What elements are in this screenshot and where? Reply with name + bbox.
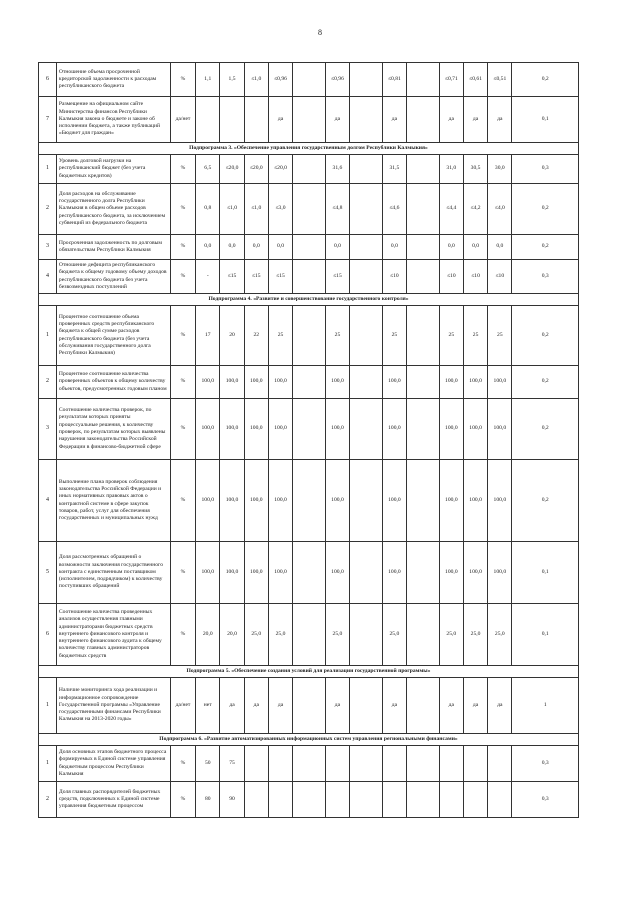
value-cell [407, 97, 440, 143]
value-cell: 0,0 [439, 235, 463, 260]
value-cell: 30,5 [463, 155, 487, 184]
value-cell: 20,0 [220, 604, 244, 666]
value-cell [407, 155, 440, 184]
value-cell [268, 782, 292, 818]
weight-cell: 0,2 [512, 399, 579, 460]
unit-cell: % [170, 306, 195, 366]
value-cell [244, 782, 268, 818]
indicator-name: Просроченная задолженность по долговым обязательствам Республики Калмыкия [56, 235, 170, 260]
weight-cell: 1 [512, 678, 579, 734]
value-cell: ≤10 [488, 260, 512, 294]
value-cell: 0,0 [488, 235, 512, 260]
value-cell [293, 184, 326, 235]
value-cell [293, 235, 326, 260]
value-cell [293, 542, 326, 604]
value-cell: 25,0 [439, 604, 463, 666]
weight-cell: 0,2 [512, 306, 579, 366]
value-cell: 100,0 [196, 460, 220, 542]
unit-cell: % [170, 184, 195, 235]
value-cell [293, 306, 326, 366]
value-cell [439, 782, 463, 818]
indicator-name: Уровень долговой нагрузки на республиканский бюджет (без учета бюджетных кредитов) [56, 155, 170, 184]
weight-cell: 0,2 [512, 63, 579, 97]
value-cell [463, 746, 487, 782]
value-cell: ≤10 [463, 260, 487, 294]
value-cell: ≤15 [268, 260, 292, 294]
value-cell [325, 782, 349, 818]
value-cell: 0,0 [382, 235, 406, 260]
value-cell: 0,0 [463, 235, 487, 260]
weight-cell: 0,2 [512, 235, 579, 260]
table-row [39, 366, 579, 399]
unit-cell: % [170, 235, 195, 260]
value-cell: 100,0 [439, 399, 463, 460]
unit-cell: да/нет [170, 97, 195, 143]
value-cell: 100,0 [382, 366, 406, 399]
value-cell [350, 260, 383, 294]
indicator-name: Доля рассмотренных обращений о возможности заключения государственного контракта с единственным поставщиком (исполнителем, подрядчиком) к количеству поступивших обращений [56, 542, 170, 604]
value-cell: да [382, 97, 406, 143]
table-row [39, 63, 579, 97]
row-number: 4 [39, 260, 57, 294]
value-cell: 100,0 [325, 366, 349, 399]
value-cell [350, 366, 383, 399]
value-cell [407, 260, 440, 294]
row-number: 5 [39, 542, 57, 604]
value-cell [463, 782, 487, 818]
value-cell: ≤4,8 [325, 184, 349, 235]
value-cell: 100,0 [439, 460, 463, 542]
value-cell: 0,8 [196, 184, 220, 235]
value-cell: 100,0 [196, 399, 220, 460]
value-cell: да [268, 97, 292, 143]
value-cell: 0,0 [325, 235, 349, 260]
value-cell: 30,0 [488, 155, 512, 184]
table-row [39, 260, 579, 294]
weight-cell: 0,2 [512, 460, 579, 542]
indicator-name: Выполнение плана проверок соблюдения законодательства Российской Федерации и иных нормативных правовых актов о контрактной системе в сфере закупок товаров, работ, услуг для обеспечения государственных и муниципальных нужд [56, 460, 170, 542]
weight-cell: 0,1 [512, 604, 579, 666]
value-cell: 1,5 [220, 63, 244, 97]
subprogram-header [39, 666, 579, 678]
value-cell [350, 782, 383, 818]
value-cell [350, 63, 383, 97]
value-cell: да [325, 678, 349, 734]
value-cell [244, 746, 268, 782]
value-cell: 100,0 [439, 542, 463, 604]
indicator-name: Размещение на официальном сайте Министерства финансов Республики Калмыкия закона о бюджете и законе об исполнении бюджета, а также публикаций «Бюджет для граждан» [56, 97, 170, 143]
table-row [39, 782, 579, 818]
value-cell: да [488, 97, 512, 143]
value-cell: 0,0 [268, 235, 292, 260]
value-cell: 80 [196, 782, 220, 818]
table-row [39, 604, 579, 666]
value-cell: 100,0 [244, 399, 268, 460]
value-cell: 25 [439, 306, 463, 366]
row-number: 7 [39, 97, 57, 143]
value-cell [325, 746, 349, 782]
value-cell [350, 235, 383, 260]
value-cell: да [220, 678, 244, 734]
value-cell: ≤15 [220, 260, 244, 294]
subprogram-title: Подпрограмма 3. «Обеспечение управления государственным долгом Республики Калмыкия» [39, 143, 579, 155]
page-number: 8 [318, 28, 322, 37]
value-cell: 100,0 [325, 542, 349, 604]
value-cell [196, 97, 220, 143]
value-cell: 100,0 [220, 542, 244, 604]
indicator-name: Отношение объема просроченной кредиторской задолженности к расходам республиканского бюджета [56, 63, 170, 97]
value-cell: 25 [268, 306, 292, 366]
value-cell: 100,0 [244, 460, 268, 542]
value-cell [407, 366, 440, 399]
weight-cell: 0,3 [512, 746, 579, 782]
weight-cell: 0,3 [512, 155, 579, 184]
value-cell: ≤3,0 [268, 184, 292, 235]
row-number: 1 [39, 155, 57, 184]
value-cell [407, 678, 440, 734]
value-cell [407, 235, 440, 260]
value-cell: 100,0 [325, 460, 349, 542]
unit-cell: % [170, 604, 195, 666]
subprogram-title: Подпрограмма 5. «Обеспечение создания условий для реализации государственной программы» [39, 666, 579, 678]
row-number: 6 [39, 63, 57, 97]
value-cell [244, 97, 268, 143]
value-cell: 100,0 [488, 460, 512, 542]
table-row [39, 460, 579, 542]
weight-cell: 0,2 [512, 184, 579, 235]
subprogram-title: Подпрограмма 4. «Развитие и совершенствование государственного контроля» [39, 294, 579, 306]
table-row [39, 155, 579, 184]
value-cell [293, 678, 326, 734]
value-cell: 100,0 [488, 542, 512, 604]
value-cell: 100,0 [244, 542, 268, 604]
value-cell: 50 [196, 746, 220, 782]
value-cell: 100,0 [220, 399, 244, 460]
indicator-name: Доля главных распорядителей бюджетных средств, подключенных к Единой системе управления бюджетным процессом [56, 782, 170, 818]
value-cell: 20 [220, 306, 244, 366]
unit-cell: % [170, 366, 195, 399]
indicator-name: Процентное соотношение объема проверенных средств республиканского бюджета к общей сумме расходов республиканского бюджета (без учета обслуживания государственного долга Республики Калмыкия) [56, 306, 170, 366]
unit-cell: % [170, 746, 195, 782]
value-cell [439, 746, 463, 782]
value-cell: ≤0,51 [488, 63, 512, 97]
value-cell: 25 [325, 306, 349, 366]
row-number: 1 [39, 746, 57, 782]
value-cell [350, 155, 383, 184]
value-cell: да [439, 97, 463, 143]
table-row [39, 399, 579, 460]
row-number: 3 [39, 235, 57, 260]
table-row [39, 746, 579, 782]
row-number: 2 [39, 184, 57, 235]
unit-cell: % [170, 63, 195, 97]
value-cell [350, 604, 383, 666]
value-cell: да [268, 678, 292, 734]
value-cell [488, 746, 512, 782]
value-cell: ≤0,81 [382, 63, 406, 97]
value-cell [350, 542, 383, 604]
value-cell: 6,5 [196, 155, 220, 184]
value-cell [293, 155, 326, 184]
value-cell: 17 [196, 306, 220, 366]
indicator-name: Соотношение количества проведенных анализов осуществления главными администраторами бюджетных средств внутреннего финансового контроля и внутреннего финансового аудита к общему количеству главных администраторов бюджетных средств [56, 604, 170, 666]
value-cell: 25 [488, 306, 512, 366]
unit-cell: да/нет [170, 678, 195, 734]
value-cell: 100,0 [325, 399, 349, 460]
value-cell: да [488, 678, 512, 734]
value-cell [293, 782, 326, 818]
value-cell [350, 746, 383, 782]
value-cell: ≤0,96 [325, 63, 349, 97]
indicator-name: Отношение дефицита республиканского бюджета к общему годовому объему доходов республиканского бюджета без учета безвозмездных поступлений [56, 260, 170, 294]
value-cell: 25 [382, 306, 406, 366]
value-cell: 25,0 [325, 604, 349, 666]
value-cell: 100,0 [268, 399, 292, 460]
value-cell: 100,0 [463, 399, 487, 460]
value-cell: 90 [220, 782, 244, 818]
weight-cell: 0,1 [512, 542, 579, 604]
value-cell: 0,0 [220, 235, 244, 260]
value-cell: 100,0 [488, 399, 512, 460]
table-row [39, 235, 579, 260]
value-cell: ≤10 [439, 260, 463, 294]
value-cell [220, 97, 244, 143]
value-cell [293, 366, 326, 399]
value-cell: ≤1,0 [220, 184, 244, 235]
row-number: 2 [39, 366, 57, 399]
value-cell: ≤1,0 [244, 184, 268, 235]
row-number: 2 [39, 782, 57, 818]
value-cell: ≤20,0 [244, 155, 268, 184]
value-cell [407, 63, 440, 97]
value-cell [350, 460, 383, 542]
value-cell [293, 460, 326, 542]
value-cell: 100,0 [268, 366, 292, 399]
row-number: 4 [39, 460, 57, 542]
value-cell: да [244, 678, 268, 734]
value-cell: ≤4,6 [382, 184, 406, 235]
value-cell: 100,0 [220, 366, 244, 399]
value-cell: нет [196, 678, 220, 734]
table-row [39, 306, 579, 366]
value-cell [382, 782, 406, 818]
indicator-name: Доля расходов на обслуживание государственного долга Республики Калмыкия в общем объеме расходов республиканского бюджета, за исключением субвенций из федерального бюджета [56, 184, 170, 235]
value-cell: ≤4,2 [463, 184, 487, 235]
value-cell: 0,0 [196, 235, 220, 260]
row-number: 6 [39, 604, 57, 666]
value-cell [293, 63, 326, 97]
value-cell: ≤4,0 [488, 184, 512, 235]
unit-cell: % [170, 542, 195, 604]
value-cell: 100,0 [220, 460, 244, 542]
value-cell: да [463, 97, 487, 143]
subprogram-header [39, 734, 579, 746]
value-cell: 100,0 [244, 366, 268, 399]
value-cell [350, 306, 383, 366]
value-cell [350, 678, 383, 734]
value-cell: 100,0 [463, 542, 487, 604]
value-cell: ≤20,0 [268, 155, 292, 184]
weight-cell: 0,3 [512, 782, 579, 818]
value-cell [407, 184, 440, 235]
value-cell: ≤15 [244, 260, 268, 294]
value-cell: 100,0 [382, 460, 406, 542]
row-number: 1 [39, 306, 57, 366]
value-cell: да [325, 97, 349, 143]
value-cell: 100,0 [488, 366, 512, 399]
row-number: 3 [39, 399, 57, 460]
value-cell: 100,0 [382, 542, 406, 604]
indicator-name: Доля основных этапов бюджетного процесса формируемых в Единой системе управления бюджетным процессом Республики Калмыкия [56, 746, 170, 782]
value-cell: 25,0 [382, 604, 406, 666]
value-cell: - [196, 260, 220, 294]
value-cell [293, 399, 326, 460]
value-cell: 25 [463, 306, 487, 366]
value-cell: ≤0,61 [463, 63, 487, 97]
value-cell [350, 184, 383, 235]
value-cell: 100,0 [463, 366, 487, 399]
value-cell: 100,0 [268, 542, 292, 604]
value-cell: 100,0 [196, 366, 220, 399]
value-cell: 31,6 [325, 155, 349, 184]
value-cell: 31,0 [439, 155, 463, 184]
value-cell [407, 746, 440, 782]
value-cell: 1,1 [196, 63, 220, 97]
value-cell [488, 782, 512, 818]
value-cell: 25,0 [488, 604, 512, 666]
value-cell: да [382, 678, 406, 734]
value-cell [293, 260, 326, 294]
table-row [39, 542, 579, 604]
subprogram-header [39, 143, 579, 155]
weight-cell: 0,1 [512, 97, 579, 143]
subprogram-title: Подпрограмма 6. «Развитие автоматизированных информационных систем управления региональными финансами» [39, 734, 579, 746]
value-cell [268, 746, 292, 782]
value-cell: 22 [244, 306, 268, 366]
value-cell [382, 746, 406, 782]
weight-cell: 0,2 [512, 366, 579, 399]
value-cell: 100,0 [196, 542, 220, 604]
value-cell: ≤20,0 [220, 155, 244, 184]
value-cell [407, 542, 440, 604]
value-cell [350, 97, 383, 143]
value-cell [407, 782, 440, 818]
value-cell [407, 604, 440, 666]
weight-cell: 0,3 [512, 260, 579, 294]
value-cell: 20,0 [196, 604, 220, 666]
value-cell: ≤15 [325, 260, 349, 294]
value-cell [293, 604, 326, 666]
value-cell: 31,5 [382, 155, 406, 184]
value-cell: 0,0 [244, 235, 268, 260]
value-cell: ≤4,4 [439, 184, 463, 235]
unit-cell: % [170, 782, 195, 818]
unit-cell: % [170, 260, 195, 294]
indicators-table [38, 62, 579, 818]
value-cell [407, 306, 440, 366]
value-cell: 100,0 [463, 460, 487, 542]
value-cell: ≤0,71 [439, 63, 463, 97]
value-cell [407, 399, 440, 460]
value-cell: 25,0 [463, 604, 487, 666]
value-cell: ≤0,96 [268, 63, 292, 97]
value-cell: да [463, 678, 487, 734]
unit-cell: % [170, 399, 195, 460]
table-row [39, 97, 579, 143]
value-cell: ≤1,0 [244, 63, 268, 97]
unit-cell: % [170, 155, 195, 184]
value-cell: ≤10 [382, 260, 406, 294]
value-cell: да [439, 678, 463, 734]
indicator-name: Соотношение количества проверок, по результатам которых приняты процессуальные решения, к количеству проверок, по результатам которых выявлены нарушения законодательства Российской Федерации в финансово-бюджетной сфере [56, 399, 170, 460]
indicator-name: Процентное соотношение количества проверенных объектов к общему количеству объектов, предусмотренных годовым планом [56, 366, 170, 399]
value-cell: 25,0 [244, 604, 268, 666]
value-cell: 100,0 [268, 460, 292, 542]
unit-cell: % [170, 460, 195, 542]
row-number: 1 [39, 678, 57, 734]
value-cell: 25,0 [268, 604, 292, 666]
value-cell [350, 399, 383, 460]
value-cell [293, 746, 326, 782]
table-row [39, 184, 579, 235]
value-cell: 75 [220, 746, 244, 782]
value-cell: 100,0 [439, 366, 463, 399]
value-cell: 100,0 [382, 399, 406, 460]
table-row [39, 678, 579, 734]
value-cell [293, 97, 326, 143]
indicator-name: Наличие мониторинга хода реализации и информационное сопровождение Государственной программы «Управление государственными финансами Республики Калмыкия на 2013-2020 годы» [56, 678, 170, 734]
value-cell [407, 460, 440, 542]
subprogram-header [39, 294, 579, 306]
